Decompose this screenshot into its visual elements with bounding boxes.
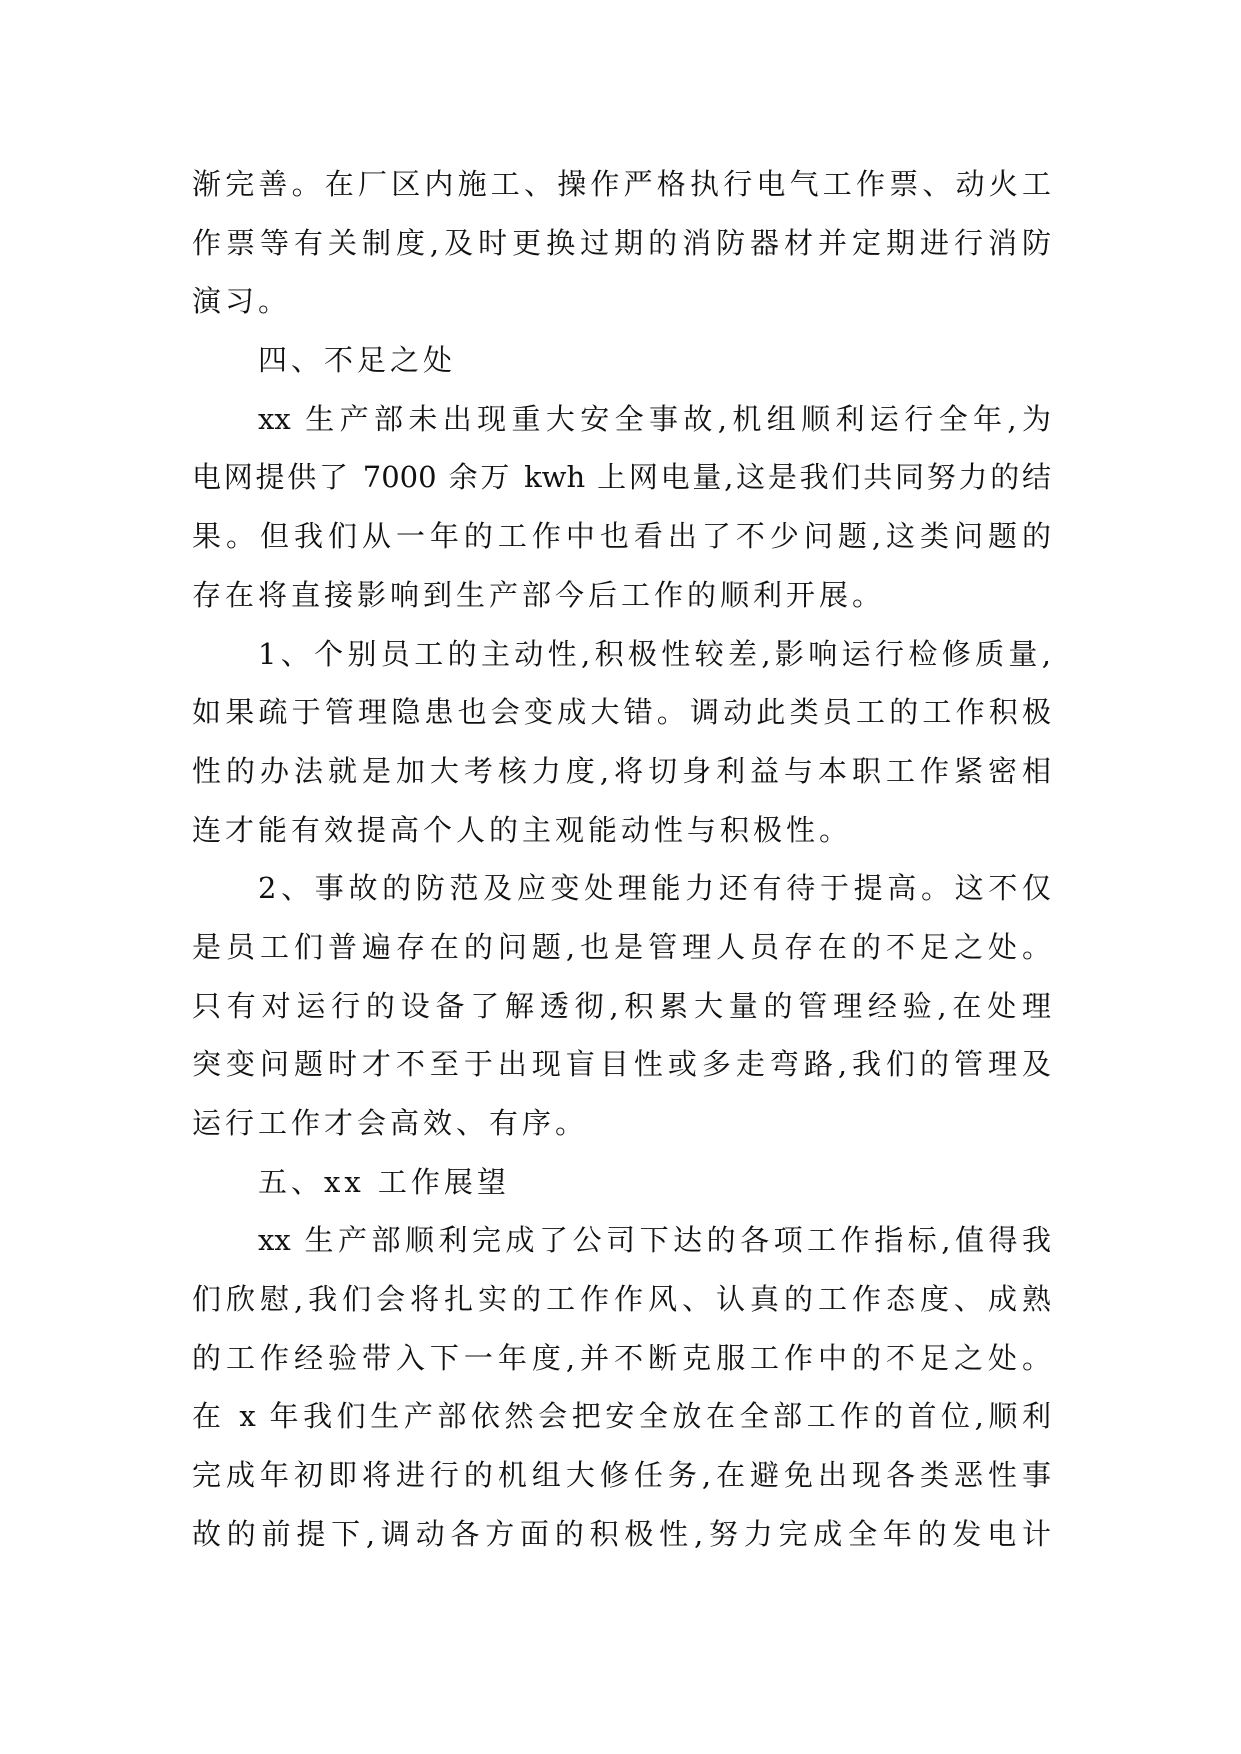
text-line: xx 生产部未出现重大安全事故,机组顺利运行全年,为	[258, 401, 1051, 436]
text-line: 如果疏于管理隐患也会变成大错。调动此类员工的工作积极	[192, 695, 1051, 730]
text-line: 完成年初即将进行的机组大修任务,在避免出现各类恶性事	[192, 1458, 1051, 1493]
text-line: 连才能有效提高个人的主观能动性与积极性。	[192, 812, 853, 847]
text-line: 故的前提下,调动各方面的积极性,努力完成全年的发电计	[192, 1516, 1051, 1551]
text-line: xx 生产部顺利完成了公司下达的各项工作指标,值得我	[258, 1223, 1051, 1258]
text-line: 突变问题时才不至于出现盲目性或多走弯路,我们的管理及	[192, 1047, 1051, 1082]
heading-text: 四、不足之处	[258, 343, 457, 378]
text-line: 演习。	[192, 284, 292, 319]
paragraph	[192, 390, 1051, 625]
paragraph	[192, 625, 1051, 860]
section-heading	[192, 1153, 1051, 1212]
text-line: 只有对运行的设备了解透彻,积累大量的管理经验,在处理	[192, 988, 1051, 1023]
text-line: 在 x 年我们生产部依然会把安全放在全部工作的首位,顺利	[192, 1399, 1051, 1434]
text-line: 果。但我们从一年的工作中也看出了不少问题,这类问题的	[192, 519, 1051, 554]
text-line: 电网提供了 7000 余万 kwh 上网电量,这是我们共同努力的结	[192, 460, 1051, 495]
text-line: 2、事故的防范及应变处理能力还有待于提高。这不仅	[258, 871, 1051, 906]
text-line: 们欣慰,我们会将扎实的工作作风、认真的工作态度、成熟	[192, 1282, 1051, 1317]
text-line: 作票等有关制度,及时更换过期的消防器材并定期进行消防	[192, 225, 1051, 260]
text-line: 存在将直接影响到生产部今后工作的顺利开展。	[192, 577, 886, 612]
paragraph	[192, 1211, 1051, 1563]
document-body	[192, 155, 1051, 1564]
paragraph	[192, 155, 1051, 331]
text-line: 运行工作才会高效、有序。	[192, 1106, 589, 1140]
heading-text: 五、xx 工作展望	[258, 1164, 510, 1199]
text-line: 性的办法就是加大考核力度,将切身利益与本职工作紧密相	[192, 753, 1051, 788]
paragraph	[192, 859, 1051, 1152]
text-line: 是员工们普遍存在的问题,也是管理人员存在的不足之处。	[192, 929, 1051, 964]
text-line: 的工作经验带入下一年度,并不断克服工作中的不足之处。	[192, 1340, 1051, 1375]
text-line: 1、个别员工的主动性,积极性较差,影响运行检修质量,	[258, 636, 1051, 671]
section-heading	[192, 331, 1051, 390]
text-line: 渐完善。在厂区内施工、操作严格执行电气工作票、动火工	[192, 167, 1051, 201]
